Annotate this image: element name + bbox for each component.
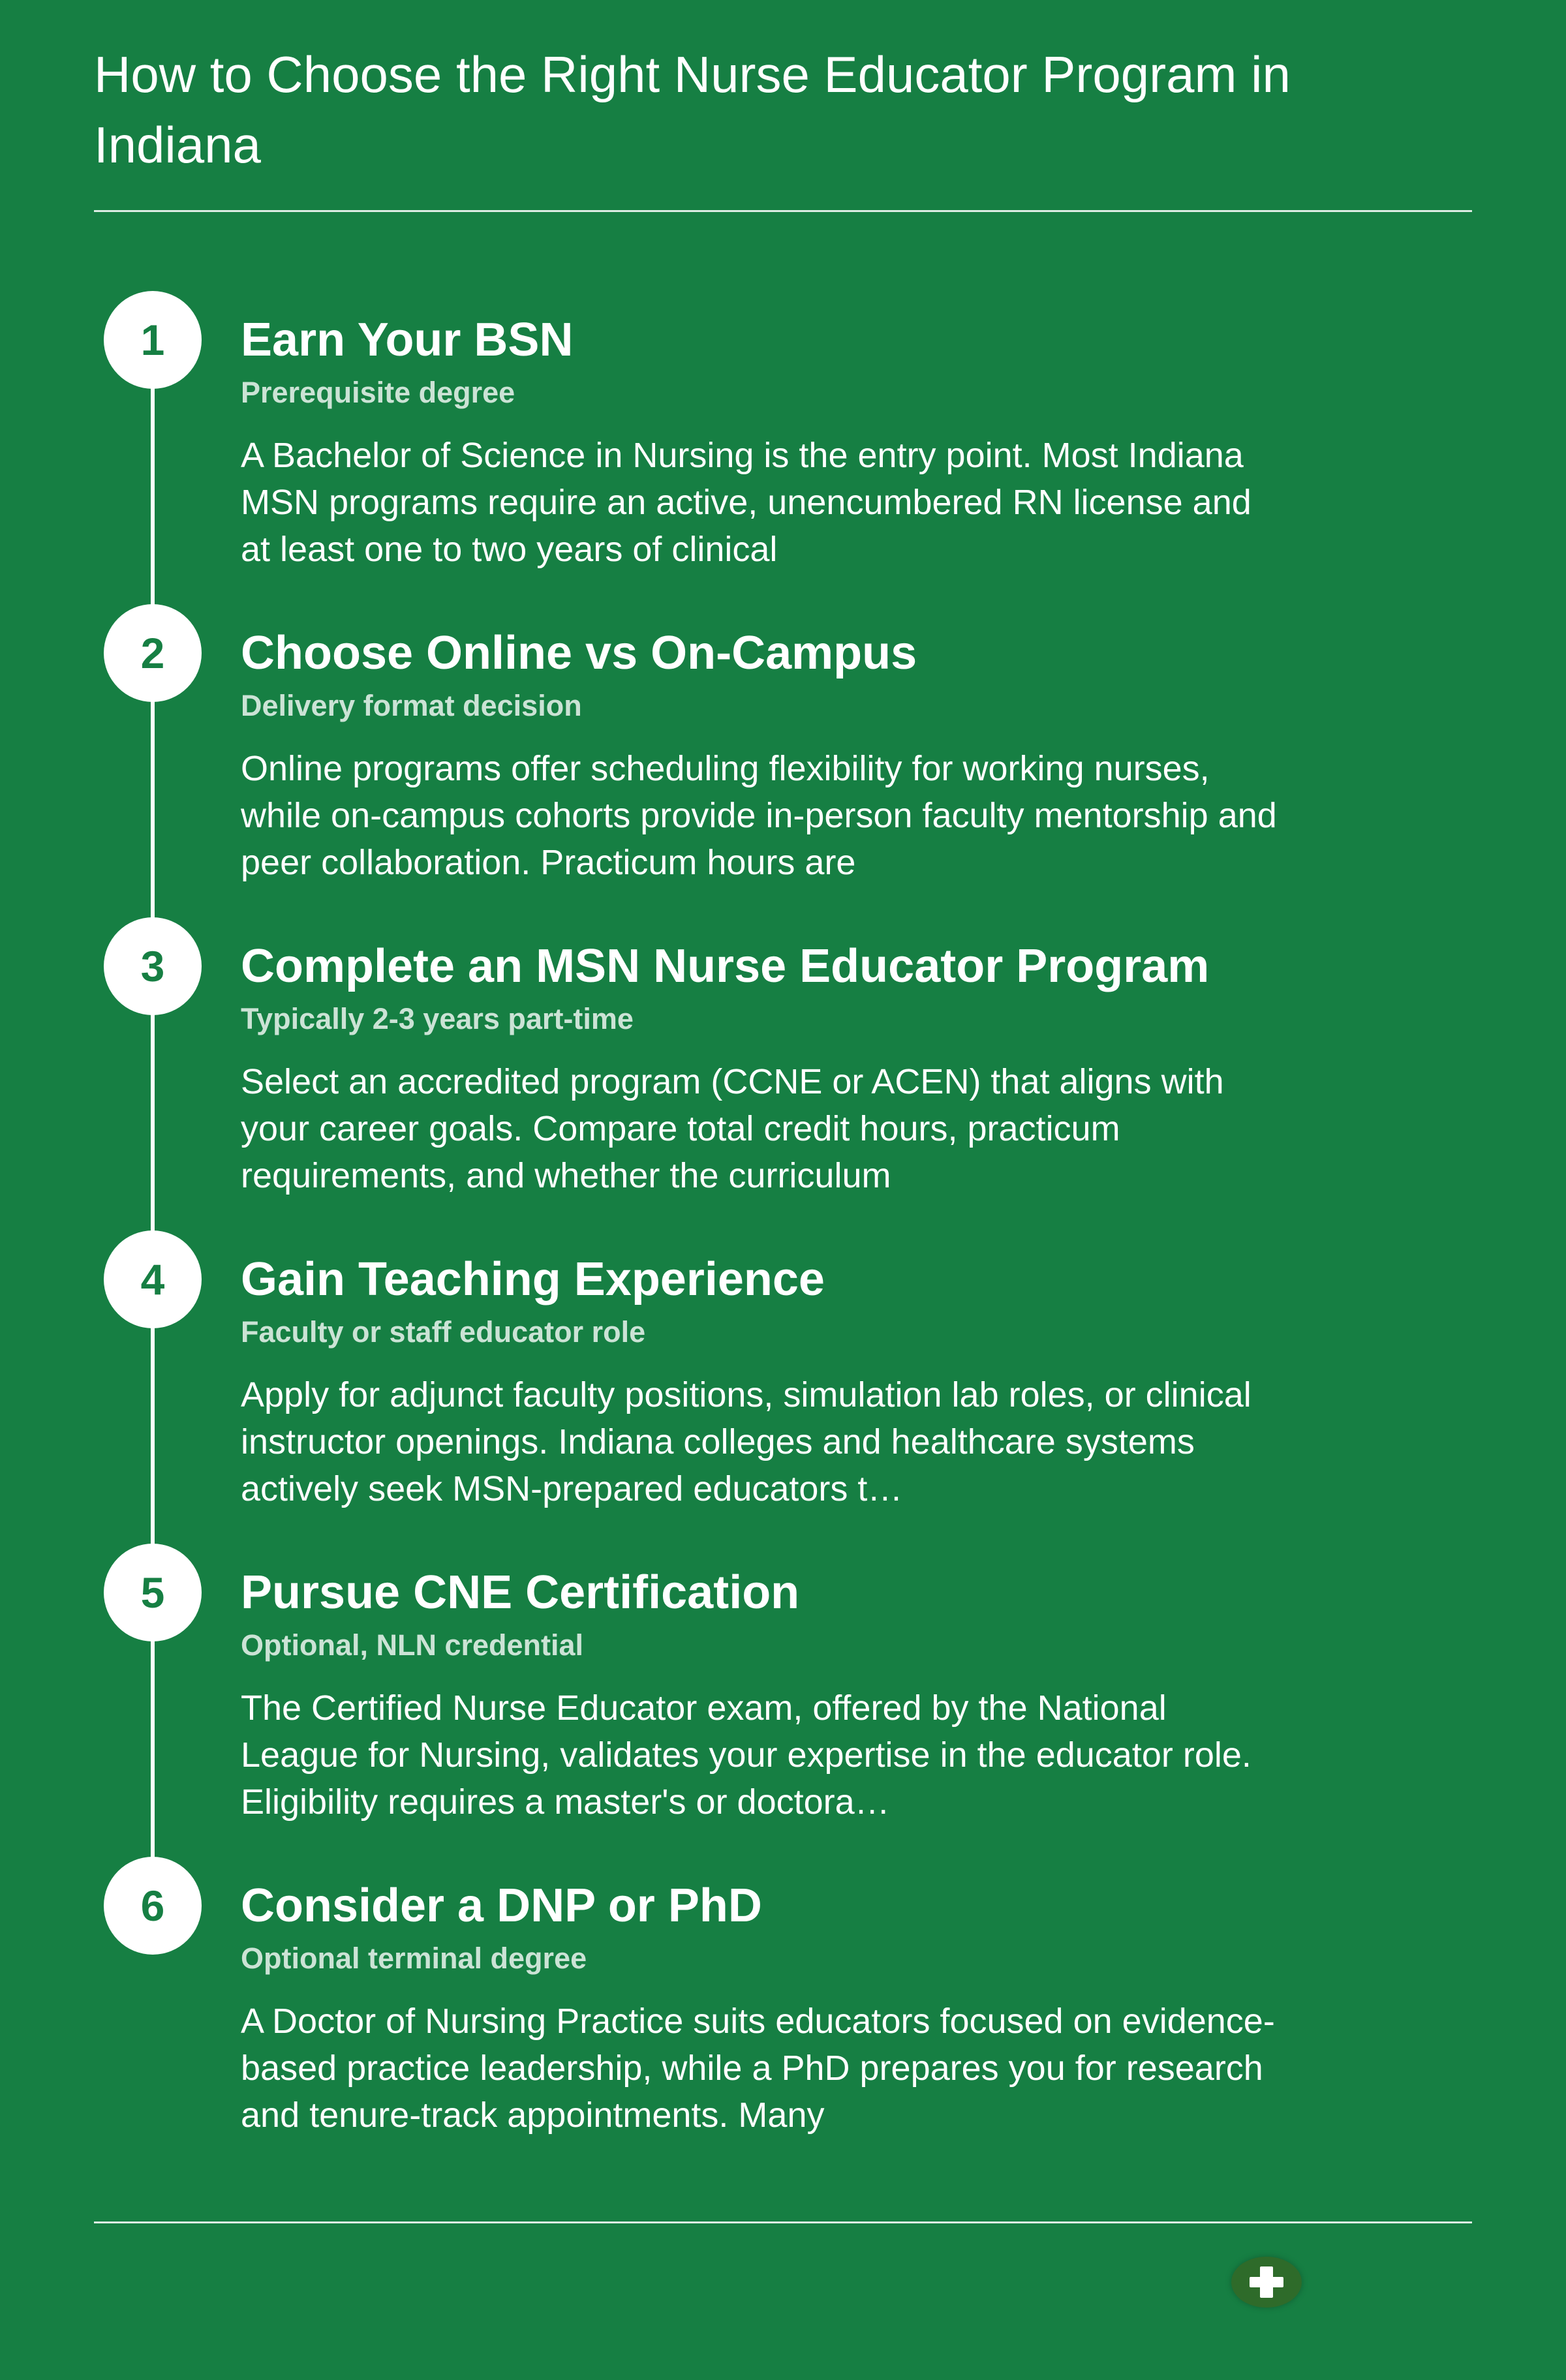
step-subtitle: Optional terminal degree <box>241 1942 587 1975</box>
header-divider <box>94 210 1472 212</box>
step-title: Earn Your BSN <box>241 314 574 366</box>
step-description: Select an accredited program (CCNE or ACEN) that aligns with your career goals. Compare total credit hours, practicum requirements, and whether the curriculum <box>241 1062 1224 1195</box>
step-title: Pursue CNE Certification <box>241 1566 800 1619</box>
step-subtitle: Optional, NLN credential <box>241 1628 584 1662</box>
step-subtitle: Faculty or staff educator role <box>241 1315 646 1349</box>
step-description: A Doctor of Nursing Practice suits educators focused on evidence-based practice leadership, while a PhD prepares you for research and tenure-track appointments. Many <box>241 2002 1275 2135</box>
step-4 <box>0 1230 1566 1544</box>
step-number-badge: 5 <box>104 1544 202 1641</box>
step-number-badge: 4 <box>104 1230 202 1328</box>
step-number-badge: 2 <box>104 604 202 702</box>
footer-divider <box>94 2221 1472 2223</box>
step-subtitle: Delivery format decision <box>241 689 582 722</box>
step-3 <box>0 917 1566 1230</box>
step-description: The Certified Nurse Educator exam, offered by the National League for Nursing, validates your expertise in the educator role. Eligibility requires a master's or doctora… <box>241 1688 1251 1822</box>
step-2 <box>0 604 1566 917</box>
step-subtitle: Prerequisite degree <box>241 376 515 409</box>
step-6 <box>0 1857 1566 2170</box>
step-title: Consider a DNP or PhD <box>241 1880 762 1932</box>
medical-cross-icon <box>1247 2263 1286 2302</box>
step-title: Complete an MSN Nurse Educator Program <box>241 940 1210 992</box>
step-description: A Bachelor of Science in Nursing is the entry point. Most Indiana MSN programs require an active, unencumbered RN license and at least one to two years of clinical <box>241 436 1251 569</box>
step-number-badge: 3 <box>104 917 202 1015</box>
step-title: Choose Online vs On-Campus <box>241 627 917 679</box>
step-description: Apply for adjunct faculty positions, simulation lab roles, or clinical instructor openings. Indiana colleges and healthcare systems actively seek MSN-prepared educators t… <box>241 1375 1251 1508</box>
step-number-badge: 6 <box>104 1857 202 1955</box>
step-description: Online programs offer scheduling flexibility for working nurses, while on-campus cohorts provide in-person faculty mentorship and peer collaboration. Practicum hours are <box>241 749 1277 882</box>
step-subtitle: Typically 2-3 years part-time <box>241 1002 634 1035</box>
step-number-badge: 1 <box>104 291 202 389</box>
step-title: Gain Teaching Experience <box>241 1253 825 1305</box>
page-title: How to Choose the Right Nurse Educator Program in Indiana <box>94 46 1291 174</box>
step-1 <box>0 291 1566 604</box>
logo <box>1231 2257 1302 2308</box>
step-5 <box>0 1544 1566 1857</box>
